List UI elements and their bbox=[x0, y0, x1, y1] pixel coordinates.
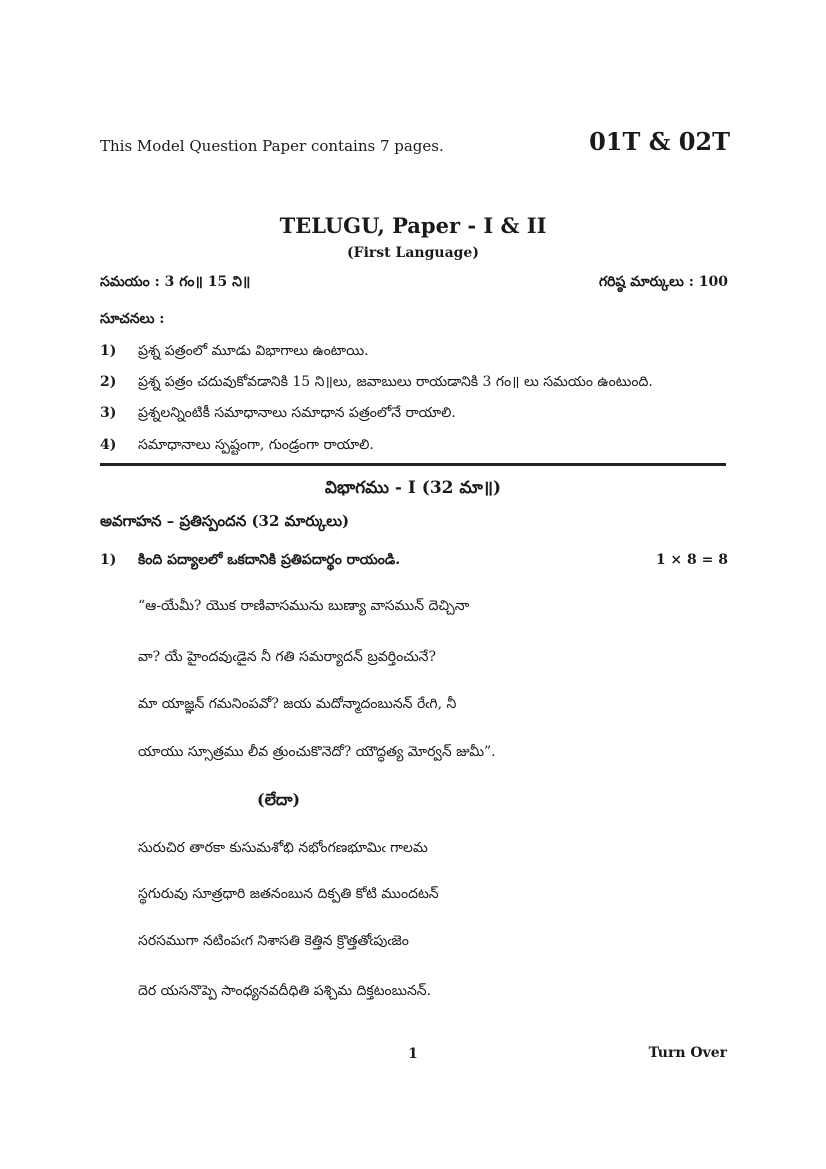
instruction-text: ప్రశ్న పత్రం చదువుకోవడానికి 15 ని॥లు, జవాబులు రాయడానికి 3 గం॥ లు సమయం ఉంటుంది. bbox=[138, 374, 653, 390]
instructions-heading: సూచనలు : bbox=[100, 311, 165, 327]
section-divider bbox=[100, 463, 726, 466]
verse-line: దెర యసనొప్పె సాంధ్యనవదీధితి పశ్చిమ దిక్తటంబునన్. bbox=[138, 983, 432, 999]
section-heading: విభాగము - I (32 మా॥) bbox=[324, 478, 502, 498]
turn-over-note: Turn Over bbox=[648, 1045, 727, 1061]
verse-line: సురుచిర తారకా కుసుమశోభి నభోంగణభూమిఁ గాలమ bbox=[138, 840, 428, 856]
subsection-heading: అవగాహన – ప్రతిస్పందన (32 మార్కులు) bbox=[100, 512, 350, 530]
paper-title: TELUGU, Paper - I & II bbox=[279, 213, 547, 238]
instruction-item bbox=[100, 343, 369, 362]
verse-line: సరసముగా నటింపఁగ నిశాసతి కెత్తిన క్రొత్తతోఁపుఁజెం bbox=[138, 933, 409, 949]
instruction-number: 2) bbox=[100, 374, 117, 390]
paper-subtitle: (First Language) bbox=[347, 245, 479, 261]
verse-line: యాయు స్సూత్రము లీవ త్రుంచుకొనెదో? యౌద్ధత్య మోర్వన్ జుమీ”. bbox=[138, 744, 496, 760]
time-allowed: సమయం : 3 గం॥ 15 ని॥ bbox=[100, 274, 251, 290]
page-number: 1 bbox=[408, 1046, 418, 1062]
question-1 bbox=[100, 552, 400, 571]
instruction-number: 1) bbox=[100, 343, 117, 359]
question-text: కింది పద్యాలలో ఒకదానికి ప్రతిపదార్థం రాయండి. bbox=[138, 552, 401, 568]
instruction-text: ప్రశ్న పత్రంలో మూడు విభాగాలు ఉంటాయి. bbox=[138, 343, 369, 359]
or-label: (లేదా) bbox=[257, 790, 301, 809]
verse-line: “ఆ-యేమీ? యొక రాణివాసమును బుణ్యా వాసమున్ దెచ్చినా bbox=[138, 598, 470, 614]
instruction-number: 4) bbox=[100, 437, 117, 453]
verse-line: మా యాజ్ఞన్ గమనింపవో? జయ మదోన్మాదంబునన్ రేఁగి, నీ bbox=[138, 696, 457, 712]
instruction-item bbox=[100, 437, 374, 456]
paper-code: 01T & 02T bbox=[589, 127, 730, 156]
page-count-note: This Model Question Paper contains 7 pages. bbox=[100, 137, 444, 155]
instruction-item bbox=[100, 405, 456, 424]
verse-line: వా? యే హైందవుఁడైన నీ గతి సమర్యాదన్ బ్రవర్తించునే? bbox=[138, 649, 436, 665]
question-number: 1) bbox=[100, 552, 117, 568]
max-marks: గరిష్ఠ మార్కులు : 100 bbox=[598, 274, 728, 290]
question-marks: 1 × 8 = 8 bbox=[655, 552, 728, 568]
instruction-text: సమాధానాలు స్పష్టంగా, గుండ్రంగా రాయాలి. bbox=[138, 437, 374, 453]
instruction-text: ప్రశ్నలన్నింటికీ సమాధానాలు సమాధాన పత్రంలోనే రాయాలి. bbox=[138, 405, 456, 421]
instruction-number: 3) bbox=[100, 405, 117, 421]
verse-line: స్థగురువు సూత్రధారి జతనంబున దిక్పతి కోటి ముందటన్ bbox=[138, 886, 439, 902]
instruction-item bbox=[100, 374, 653, 393]
